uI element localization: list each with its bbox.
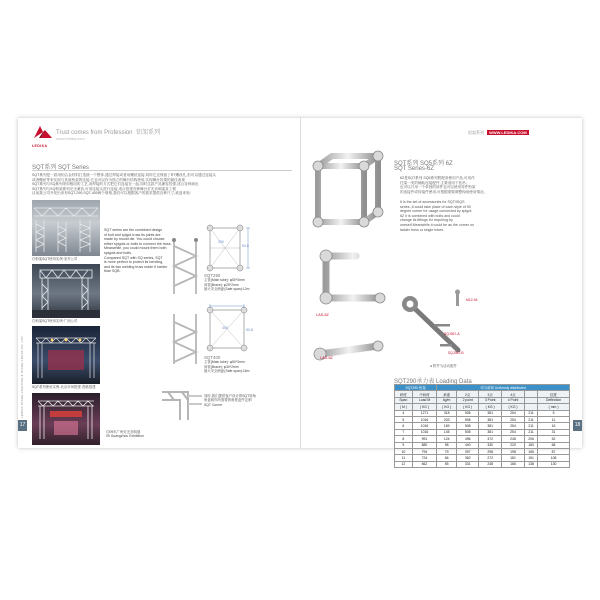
sqt-corner-render [158, 386, 206, 426]
right-intro-en-line: change its fittings for requiring by [400, 218, 453, 223]
right-intro-line: 托架一类的辅助连接配件,主要适用于挂吊, [400, 180, 467, 185]
table-row [395, 461, 570, 467]
right-title-en: SQT Series-6Z [394, 166, 434, 172]
intro-cn-line: 目前我公司开发出来有SQT-290,SQT-400两个规格,我们可以根据客户的需求提供各种尺寸,欢迎来电! [32, 191, 191, 196]
caption-4 [106, 430, 144, 438]
table-cell: 166 [502, 461, 525, 467]
ledika-logo [32, 124, 54, 148]
table-cell: 248 [502, 436, 525, 442]
right-intro-en-line: 6Z it is combined with bolts and could [400, 213, 460, 218]
table-cell: 203 [437, 416, 457, 422]
unit-cell: ( KG ) [437, 404, 457, 410]
caption-3: SQT系列使用实例-北京市场搭建·香港搭建 [32, 385, 96, 389]
sqt400-spec [204, 356, 249, 373]
header-cell: 挠度 [538, 391, 570, 397]
table-cell: 372 [479, 436, 502, 442]
table-cell: 211 [524, 416, 537, 422]
sqt400-drawing [204, 304, 258, 356]
sqt290-label: SQT290 [204, 273, 221, 278]
table-cell: 9 [395, 442, 413, 448]
right-title-cn: SQT系列 SQ5系列 6Z [394, 161, 453, 167]
table-cell: 381 [479, 429, 502, 435]
table-cell: 130 [538, 461, 570, 467]
las6z-label-1: LAS-6Z [316, 313, 329, 317]
header-cell: 3点 [479, 391, 502, 397]
table-cell: 165 [524, 448, 537, 454]
header-cell: SQT290 桁架 [395, 385, 437, 391]
table-cell: 5 [395, 416, 413, 422]
table-cell: 169 [437, 423, 457, 429]
series-cn-right: 铝架系列 [468, 130, 484, 135]
table-cell: 16 [538, 423, 570, 429]
table-cell: 52 [538, 436, 570, 442]
caption-2: ◎桁架SQT使用实例·广西公司 [32, 319, 78, 323]
table-cell: 220 [502, 442, 525, 448]
part-sqj367b: SQJ367-B [448, 351, 464, 355]
left-page [18, 118, 301, 448]
sqt400-main-tube: 主管(Main tube): φ50*3mm [204, 360, 245, 365]
header-cell: 中间荷 [412, 391, 437, 397]
table-cell: 440 [457, 442, 479, 448]
page-number-right: 18 [573, 420, 582, 431]
table-cell: 508 [457, 410, 479, 416]
table-cell: 11 [538, 416, 570, 422]
sqt400-dim: 400 [222, 326, 228, 330]
table-cell: 1016 [412, 416, 437, 422]
logo-text: LEDIKA [32, 144, 48, 148]
photo-truss-structure [32, 264, 100, 318]
table-cell: 331 [457, 461, 479, 467]
table-cell: 254 [502, 429, 525, 435]
desc-line: of bolt and spigot truss.Its joints are [104, 232, 161, 237]
table-cell: 508 [457, 423, 479, 429]
sqt400-brace: 斜管(Brace): φ30*2mm [204, 364, 239, 369]
table-cell: 66 [437, 455, 457, 461]
table-cell: 330 [479, 442, 502, 448]
table-cell: 198 [502, 448, 525, 454]
caption-1: ◎桁架SQT使用实例·室外公司 [32, 257, 78, 261]
photo-truss-warehouse [32, 200, 100, 256]
table-cell: 8 [395, 436, 413, 442]
right-intro-line: 也可以只用一个单独的部件也可以使用零件桁架 [400, 185, 476, 190]
table-cell: 794 [412, 448, 437, 454]
table-cell: 991 [412, 436, 437, 442]
sqt290-main-tube: 主管(Main tube): φ50*3mm [204, 278, 245, 283]
table-cell: 211 [524, 429, 537, 435]
title-rule [32, 170, 292, 171]
table-cell: 108 [538, 455, 570, 461]
las6z-bracket-render [310, 248, 394, 312]
loading-body [395, 410, 570, 468]
table-cell: 79 [437, 448, 457, 454]
photo-exhibition [32, 393, 100, 445]
table-cell: 10 [395, 448, 413, 454]
desc-line: than SQB. [104, 269, 121, 274]
unit-cell: ( KG ) [457, 404, 479, 410]
cube-corner-render [304, 146, 390, 242]
header-right [468, 130, 529, 136]
table-cell: 880 [412, 442, 437, 448]
unit-cell: ( KG ) [502, 404, 525, 410]
desc-line: Meanwhile, you could mount them both [104, 246, 167, 251]
sqt400-safe-span: 最大安全跨距(Safe span):16m [204, 368, 250, 373]
table-cell: 6 [395, 423, 413, 429]
part-m12: M12-94 [466, 298, 478, 302]
company-vertical-text: LEDIKA STAGE LIGHTING & STAGE TRUSS CO.,LTD [20, 336, 24, 418]
desc-line: either spigots or bolts to connect the truss. [104, 241, 172, 246]
right-intro-en-line: It is the set of accessories for SQT/ISQS [400, 200, 465, 204]
part-sqj367a: SQJ367-A [444, 332, 460, 336]
table-cell: 254 [502, 416, 525, 422]
unit-cell: ( M ) [395, 404, 413, 410]
header-cell: Load M [412, 397, 437, 403]
header-cell: kg/m [437, 397, 457, 403]
table-cell: 181 [502, 455, 525, 461]
sqt290-brace: 斜管(Brace): φ25*2mm [204, 282, 239, 287]
intro-cn-line: SQT系列与SQ桁架系列完全兼容,可用连接头进行连接,适合搭建各种舞台灯光音响架及工程 [32, 186, 176, 191]
desc-line: is more perfect to protect its bending, [104, 260, 164, 265]
table-cell: 206 [524, 436, 537, 442]
tagline-cn: 铝架系列 [136, 130, 161, 136]
right-intro-line: 的连接件或转接件使用,可根据需要调整现场使用情况。 [400, 189, 488, 194]
desc-line: made by mould die. You could choose [104, 237, 165, 242]
website-right: WWW.LEDIKA.COM [489, 130, 527, 135]
caption-4-cn: ◎09年广州灯光音响展 [106, 430, 141, 434]
table-cell: 12 [395, 461, 413, 467]
table-cell: 4 [395, 410, 413, 416]
table-cell: 145 [437, 429, 457, 435]
table-cell: 183 [524, 442, 537, 448]
table-cell: 7 [395, 429, 413, 435]
loading-table-wrap [394, 384, 570, 468]
header-cell: Deflection [538, 397, 570, 403]
table-cell: 68 [538, 442, 570, 448]
table-cell: 724 [412, 455, 437, 461]
right-intro-en-line: series.,It could take place of each style of 90 [400, 204, 471, 209]
corner-caption-line: 角盒和你所需要的角度盒件定制 [204, 398, 252, 403]
table-cell: 397 [457, 448, 479, 454]
right-intro-en-line: degree corner for usage connected by spigot. [400, 209, 473, 214]
desc-line: spigots and bolts. [104, 250, 132, 255]
right-page [300, 118, 582, 467]
header-cell: 2点 [457, 391, 479, 397]
header-cell: 3 Point [479, 397, 502, 403]
table-cell: 11 [395, 455, 413, 461]
unit-cell: ( KG ) [479, 404, 502, 410]
table-cell: 254 [502, 410, 525, 416]
header-cell: Span [395, 397, 413, 403]
table-cell: 662 [412, 461, 437, 467]
corner-caption-line: SQT Corner [204, 402, 223, 407]
tagline-row [56, 127, 160, 136]
table-cell: 87 [538, 448, 570, 454]
loading-title: SQT290承力表 Loading Data [394, 379, 472, 385]
desc-line: Compared SQT with SQ series, SQT [104, 255, 163, 260]
intro-cn-line: 或者螺丝等来实现与其他桁架的连接,它也可以作为独立的舞台结构使用,实现舞台效果的最佳表现 [32, 177, 185, 182]
las6z-label-2: LAS-6Z [320, 356, 333, 360]
right-intro-line: 6Z是SQT系列 SQ5系列附配套使用产品,可用作 [400, 176, 475, 180]
header-cell: 承重 [437, 391, 457, 397]
sqt290-dim-side: 50.8 [242, 244, 249, 248]
table-cell: 151 [524, 455, 537, 461]
caption-4-en: 09 Guangzhou Exhibition [106, 434, 144, 439]
sqt290-drawing [204, 222, 258, 274]
table-cell: 211 [524, 423, 537, 429]
table-cell: 211 [524, 410, 537, 416]
page-number-left: 17 [18, 420, 27, 431]
sqt290-spec [204, 274, 249, 291]
header-cell: 2 point [457, 397, 479, 403]
table-cell: 508 [457, 416, 479, 422]
right-intro-en-line: oneself.Meanwhile,it could be as the corner on [400, 222, 475, 227]
table-cell: 138 [524, 461, 537, 467]
section-title: SQT系列 SQT Series [32, 165, 89, 171]
table-cell: 381 [479, 416, 502, 422]
unit-cell: ( mm ) [538, 404, 570, 410]
table-cell: 254 [502, 423, 525, 429]
intro-cn-line: SQT系列与SQ系列采用相同的工艺,用焊接的方式把它们连接在一起,同时这款产品兼容性强,适合各种演出 [32, 182, 199, 187]
table-cell: 362 [457, 455, 479, 461]
header-cell: 4 Point [502, 397, 525, 403]
logo-mark-icon [32, 124, 54, 140]
sqt290-truss-render [168, 236, 202, 298]
photo-stage-event [32, 326, 100, 384]
sqt400-label: SQT400 [204, 355, 221, 360]
table-cell: 508 [457, 429, 479, 435]
desc-line: and its two welding truss made it harder [104, 264, 168, 269]
sqt400-truss-render [168, 310, 202, 368]
website-left: www.ledika.com [56, 136, 85, 141]
intro-cn-line: SQT系列是一款用铝合金材料打造统一个整体,通过焊接或者用螺丝连接,同时它还保留了RT螺丝孔,但可以通过连接头 [32, 173, 217, 177]
table-cell: 31 [538, 429, 570, 435]
table-cell: 55 [437, 461, 457, 467]
brochure-spread [18, 118, 582, 467]
right-intro-en-line: ladder truss or single tubes. [400, 227, 445, 232]
table-cell: 5 [538, 410, 570, 416]
sqt290-dim: 290 [218, 240, 224, 244]
table-cell: 248 [479, 461, 502, 467]
corner-caption [204, 394, 256, 407]
right-intro-cn [400, 176, 560, 194]
header-cell: 均匀载荷 Uniformly distributed [437, 385, 570, 391]
header-cell: 跨度 [395, 391, 413, 397]
table-cell: 272 [479, 455, 502, 461]
sqt290-safe-span: 最大安全跨距(Safe span):12m [204, 286, 250, 291]
sqt400-dim-side: 50.8 [246, 328, 253, 332]
header-cell: 4点 [502, 391, 525, 397]
table-cell: 1016 [412, 429, 437, 435]
tagline: Trust comes from Profession [56, 130, 133, 136]
table-cell: 1271 [412, 410, 437, 416]
unit-cell: ( KG ) [412, 404, 437, 410]
parts-note: ● 附件为活动配件 [430, 364, 457, 368]
table-cell: 318 [437, 410, 457, 416]
table-cell: 381 [479, 423, 502, 429]
table-cell: 381 [479, 410, 502, 416]
intro-cn [32, 173, 294, 196]
parts-render [400, 284, 484, 364]
table-cell: 298 [479, 448, 502, 454]
loading-table [394, 384, 570, 468]
right-intro-en [400, 200, 560, 232]
desc-line: SQT series are the combined design [104, 228, 163, 232]
corner-caption-line: 同时,我们提供客户设计的SQT转角 [204, 394, 256, 398]
table-cell: 496 [457, 436, 479, 442]
table-cell: 98 [437, 442, 457, 448]
table-cell: 124 [437, 436, 457, 442]
table-cell: 1016 [412, 423, 437, 429]
